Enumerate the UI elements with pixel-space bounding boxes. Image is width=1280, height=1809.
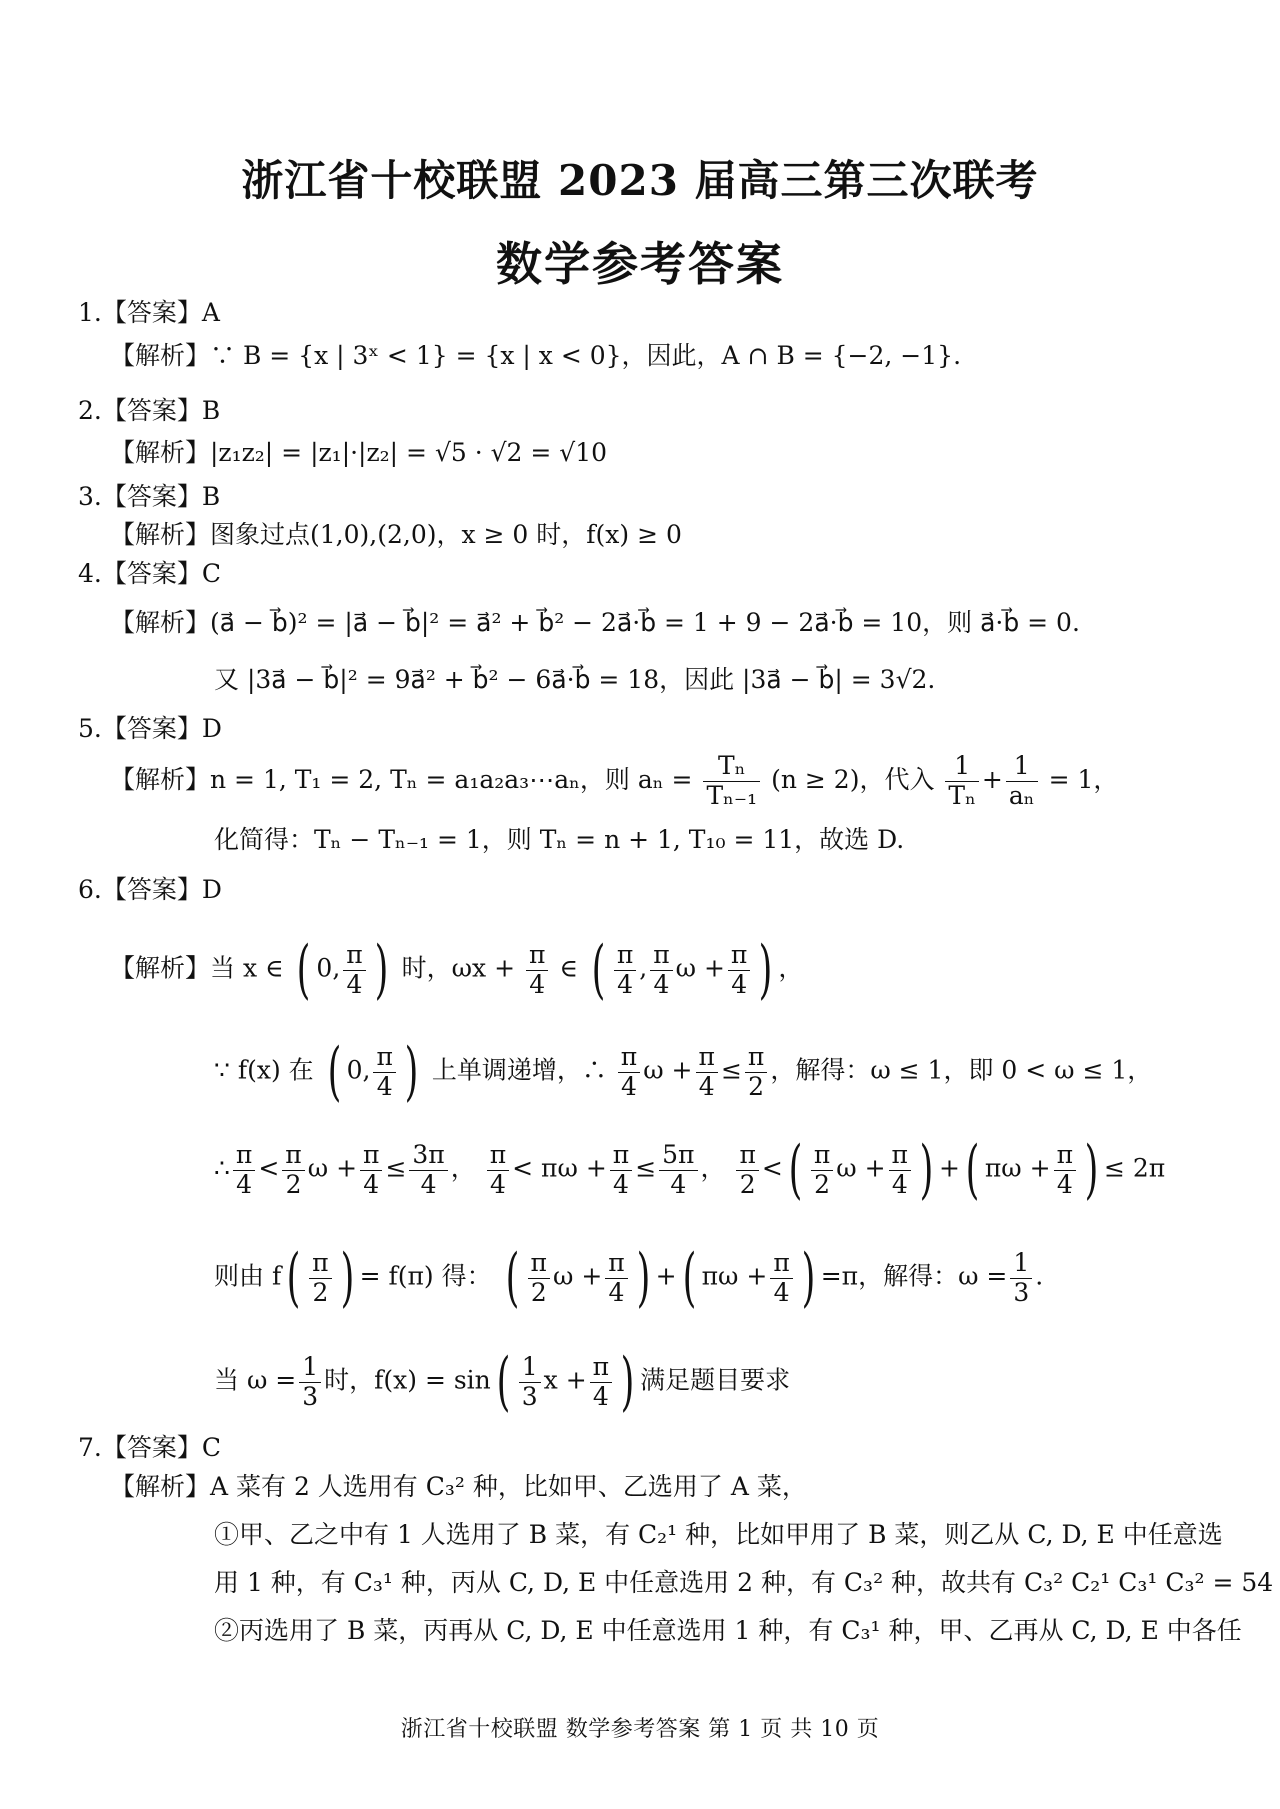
frac [528, 1249, 550, 1308]
q7-answer: 7.【答案】C [78, 1433, 221, 1462]
denominator: 4 [617, 969, 633, 999]
denominator: 4 [653, 969, 670, 999]
frac [618, 1043, 640, 1102]
numerator: π [811, 1141, 833, 1171]
numerator: π [650, 941, 672, 971]
q6-text: ∴ [214, 1153, 230, 1183]
denominator: 4 [698, 1071, 715, 1101]
numerator: π [373, 1043, 395, 1073]
q6-text: + [655, 1261, 677, 1291]
q5-frac-tn [703, 752, 760, 811]
q5-text-b: (n ≥ 2)，代入 [771, 764, 935, 794]
q6-text: ω + [307, 1153, 358, 1183]
q6-text: 0, [316, 953, 341, 983]
q6-text: ≤ [635, 1153, 657, 1183]
numerator: π [605, 1249, 627, 1279]
q6-text: πω + [701, 1261, 768, 1291]
paren-open: ( [496, 1345, 511, 1419]
frac [1010, 1249, 1032, 1308]
q6-text: πω + [984, 1153, 1051, 1183]
paren-open: ( [788, 1133, 803, 1207]
frac [650, 941, 672, 1000]
numerator: 5π [659, 1141, 697, 1171]
numerator: π [745, 1043, 767, 1073]
numerator: π [736, 1141, 758, 1171]
numerator: Tₙ [703, 752, 760, 782]
numerator: π [343, 941, 365, 971]
q6-text: = f(π) 得： [359, 1261, 492, 1291]
q5-frac-1an [1006, 752, 1038, 811]
q5-text-c: = 1， [1048, 764, 1119, 794]
numerator: π [526, 941, 548, 971]
denominator: 3 [1013, 1277, 1030, 1307]
q6-line-1: 【解析】当 x ∈ ( 0, $\frac{\pi}{4}$ ) 时，ωx + $\frac{\pi}{4}$ ∈ ( $\frac{\pi}{4}$ , $\frac{\pi}{4}$ ω + $\frac{\pi}{4}$ ) ， [110, 933, 804, 1007]
numerator: π [618, 1043, 640, 1073]
denominator: Tₙ₋₁ [706, 780, 758, 810]
frac [736, 1141, 758, 1200]
q6-text: ω + [836, 1153, 886, 1183]
paren-close: ) [801, 1241, 816, 1315]
q6-text: ω + [643, 1055, 693, 1085]
q6-text: 当 ω = [214, 1365, 297, 1395]
q6-text: 时，f(x) = sin [324, 1365, 491, 1395]
paren-open: ( [505, 1241, 519, 1315]
denominator: 4 [363, 1169, 380, 1199]
q6-text: ， [450, 1153, 476, 1183]
denominator: 2 [285, 1169, 302, 1199]
numerator: 1 [519, 1353, 541, 1383]
q6-text: =π，解得：ω = [820, 1261, 1008, 1291]
numerator: π [233, 1141, 255, 1171]
numerator: π [487, 1141, 509, 1171]
numerator: π [728, 941, 750, 971]
numerator: π [610, 1141, 632, 1171]
denominator: 4 [1056, 1169, 1073, 1199]
numerator: π [590, 1353, 612, 1383]
q5-analysis-cont: 化简得：Tₙ − Tₙ₋₁ = 1，则 Tₙ = n + 1, T₁₀ = 11，故选 D. [214, 825, 905, 854]
q6-text: ω + [675, 953, 725, 983]
q1-analysis: 【解析】∵ B = {x | 3ˣ < 1} = {x | x < 0}，因此，A ∩ B = {−2, −1}. [110, 341, 962, 370]
frac [614, 941, 636, 1000]
q5-answer: 5.【答案】D [78, 714, 222, 743]
paren-close: ) [404, 1035, 419, 1109]
frac [889, 1141, 911, 1200]
frac [696, 1043, 718, 1102]
q6-text: + [938, 1153, 960, 1183]
q6-text: 0, [346, 1055, 371, 1085]
frac [770, 1249, 792, 1308]
frac [409, 1141, 447, 1200]
denominator: 4 [529, 969, 546, 999]
denominator: 4 [731, 969, 748, 999]
paren-open: ( [965, 1133, 980, 1207]
frac [519, 1353, 541, 1412]
denominator: 2 [748, 1071, 765, 1101]
frac [745, 1043, 767, 1102]
q6-text: . [1035, 1261, 1044, 1291]
frac [526, 941, 548, 1000]
numerator: 1 [1010, 1249, 1032, 1279]
numerator: π [360, 1141, 382, 1171]
numerator: 3π [409, 1141, 447, 1171]
numerator: π [528, 1249, 550, 1279]
numerator: π [770, 1249, 792, 1279]
q7-case-1: ①甲、乙之中有 1 人选用了 B 菜，有 C₂¹ 种，比如甲用了 B 菜，则乙从 C, D, E 中任意选 [214, 1520, 1223, 1549]
page-footer: 浙江省十校联盟 数学参考答案 第 1 页 共 10 页 [400, 1717, 880, 1742]
denominator: 4 [236, 1169, 253, 1199]
q6-text: ≤ [385, 1153, 407, 1183]
denominator: aₙ [1008, 780, 1035, 810]
q6-answer: 6.【答案】D [78, 875, 222, 904]
denominator: 4 [592, 1381, 609, 1411]
denominator: 2 [530, 1277, 547, 1307]
frac [233, 1141, 255, 1200]
q6-line-4 [214, 1241, 1044, 1315]
denominator: 4 [670, 1169, 687, 1199]
paren-close: ) [374, 933, 389, 1007]
numerator: π [614, 941, 636, 971]
frac [282, 1141, 304, 1200]
denominator: 4 [376, 1071, 393, 1101]
page-title: 数学参考答案 [496, 237, 784, 291]
q6-text: ∵ f(x) 在 [214, 1055, 314, 1085]
q6-line-2 [214, 1035, 1153, 1109]
q6-text: 时，ωx + [401, 953, 516, 983]
numerator: π [889, 1141, 911, 1171]
denominator: 3 [521, 1381, 538, 1411]
frac [343, 941, 365, 1000]
q2-analysis: 【解析】|z₁z₂| = |z₁|·|z₂| = √5 · √2 = √10 [110, 438, 608, 467]
paren-close: ) [758, 933, 773, 1007]
denominator: 2 [312, 1277, 329, 1307]
denominator: 4 [773, 1277, 790, 1307]
frac [299, 1353, 321, 1412]
numerator: π [696, 1043, 718, 1073]
q6-line-3 [214, 1133, 1166, 1207]
q4-analysis-cont: 又 |3a⃗ − b⃗|² = 9a⃗² + b⃗² − 6a⃗·b⃗ = 18，因此 |3a⃗ − b⃗| = 3√2. [214, 665, 936, 694]
numerator: 1 [299, 1353, 321, 1383]
numerator: π [1054, 1141, 1076, 1171]
q5-frac-1tn [945, 752, 979, 811]
denominator: 4 [891, 1169, 908, 1199]
q3-answer: 3.【答案】B [78, 482, 221, 511]
q4-answer: 4.【答案】C [78, 559, 221, 588]
frac [1054, 1141, 1076, 1200]
q6-text: 则由 f [214, 1261, 282, 1291]
paren-open: ( [286, 1241, 301, 1315]
denominator: 4 [489, 1169, 506, 1199]
numerator: π [309, 1249, 331, 1279]
q6-text: ω + [552, 1261, 603, 1291]
q6-text: ， [700, 1153, 726, 1183]
paren-open: ( [591, 933, 606, 1007]
denominator: 4 [613, 1169, 629, 1199]
q7-analysis: 【解析】A 菜有 2 人选用有 C₃² 种，比如甲、乙选用了 A 菜， [110, 1472, 807, 1501]
denominator: 4 [608, 1277, 625, 1307]
paren-close: ) [340, 1241, 354, 1315]
denominator: 4 [420, 1169, 437, 1199]
q6-text: 上单调递增，∴ [431, 1055, 607, 1085]
exam-title: 浙江省十校联盟 2023 届高三第三次联考 [241, 156, 1039, 205]
q6-text: 满足题目要求 [640, 1365, 791, 1395]
q6-text: ， [778, 953, 804, 983]
q4-analysis: 【解析】(a⃗ − b⃗)² = |a⃗ − b⃗|² = a⃗² + b⃗² − 2a⃗·b⃗ = 1 + 9 − 2a⃗·b⃗ = 10，则 a⃗·b⃗ = 0. [110, 608, 1080, 637]
frac [360, 1141, 382, 1200]
q6-line-5 [214, 1345, 791, 1419]
denominator: 3 [302, 1381, 319, 1411]
frac [590, 1353, 612, 1412]
paren-close: ) [919, 1133, 934, 1207]
paren-open: ( [682, 1241, 696, 1315]
frac [605, 1249, 627, 1308]
q6-text: ≤ [720, 1055, 742, 1085]
frac [659, 1141, 697, 1200]
paren-close: ) [1084, 1133, 1099, 1207]
q2-answer: 2.【答案】B [78, 396, 221, 425]
q6-text: x + [543, 1365, 587, 1395]
numerator: 1 [1006, 752, 1038, 782]
paren-close: ) [620, 1345, 635, 1419]
frac [728, 941, 750, 1000]
q3-analysis: 【解析】图象过点(1,0),(2,0)，x ≥ 0 时，f(x) ≥ 0 [110, 520, 682, 549]
frac [373, 1043, 395, 1102]
numerator: π [282, 1141, 304, 1171]
denominator: 4 [346, 969, 363, 999]
q6-text: 【解析】当 x ∈ [110, 953, 284, 983]
denominator: 2 [814, 1169, 830, 1199]
q6-text: ，解得：ω ≤ 1，即 0 < ω ≤ 1， [770, 1055, 1153, 1085]
frac [811, 1141, 833, 1200]
q7-case-2: ②丙选用了 B 菜，丙再从 C, D, E 中任意选用 1 种，有 C₃¹ 种，甲、乙再从 C, D, E 中各任 [214, 1616, 1242, 1645]
q5-analysis: 【解析】n = 1, T₁ = 2, Tₙ = a₁a₂a₃⋯aₙ，则 aₙ = $\frac{\text{Tₙ}}{\text{Tₙ₋₁}}$ (n ≥ 2)，代入 $\frac{1}{\text{Tₙ}}$ + $\frac{1}{\text{aₙ}}$ = 1， [110, 751, 1119, 810]
numerator: 1 [945, 752, 979, 782]
q6-text: ≤ 2π [1104, 1153, 1166, 1183]
frac [309, 1249, 331, 1308]
frac [610, 1141, 632, 1200]
q7-case-1-cont: 用 1 种，有 C₃¹ 种，丙从 C, D, E 中任意选用 2 种，有 C₃² 种，故共有 C₃² C₂¹ C₃¹ C₃² = 54 [214, 1568, 1274, 1597]
q6-text: < [761, 1153, 783, 1183]
q1-answer: 1.【答案】A [78, 298, 220, 327]
paren-close: ) [636, 1241, 651, 1315]
paren-open: ( [327, 1035, 341, 1109]
q6-text: < πω + [512, 1153, 607, 1183]
denominator: 2 [739, 1169, 756, 1199]
q5-text-a: 【解析】n = 1, T₁ = 2, Tₙ = a₁a₂a₃⋯aₙ，则 aₙ = [110, 764, 693, 794]
q6-text: ∈ [559, 953, 578, 983]
denominator: 4 [621, 1071, 637, 1101]
paren-open: ( [297, 933, 311, 1007]
denominator: Tₙ [948, 780, 976, 810]
frac [487, 1141, 509, 1200]
q6-text: < [258, 1153, 280, 1183]
